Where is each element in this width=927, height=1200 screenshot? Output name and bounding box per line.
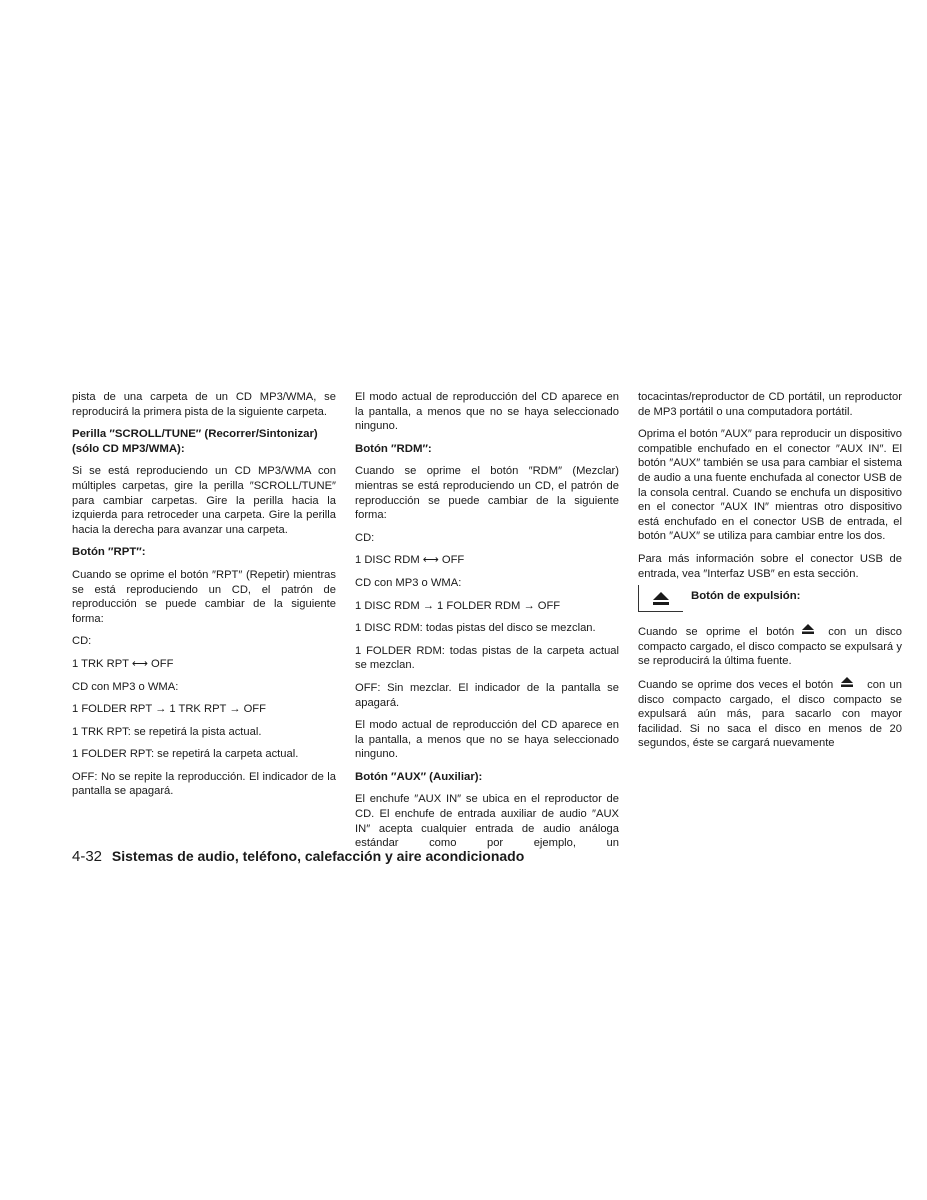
mp3-label: CD con MP3 o WMA: (355, 576, 462, 589)
paragraph: El modo actual de reproducción del CD aparece en la pantalla, a menos que no se haya seleccionado ninguno. (355, 391, 619, 433)
sequence-cd: 1 DISC RDM ⟷ OFF (355, 554, 465, 567)
heading-rdm: Botón ″RDM″: (355, 442, 432, 455)
paragraph: 1 FOLDER RPT: se repetirá la carpeta actual. (72, 748, 299, 761)
sequence-mp3: 1 FOLDER RPT → 1 TRK RPT → OFF (72, 703, 266, 716)
cd-label: CD: (72, 635, 92, 648)
sequence-mp3: 1 DISC RDM → 1 FOLDER RDM → OFF (355, 599, 561, 612)
heading-eject: Botón de expulsión: (691, 590, 801, 603)
mp3-label: CD con MP3 o WMA: (72, 680, 179, 693)
eject-icon (802, 624, 814, 634)
chapter-title: Sistemas de audio, teléfono, calefacción y aire acondicionado (111, 848, 525, 864)
sequence-cd: 1 TRK RPT ⟷ OFF (72, 657, 174, 670)
eject-icon (841, 677, 853, 687)
paragraph: OFF: Sin mezclar. El indicador de la pantalla se apagará. (355, 681, 619, 709)
paragraph: pista de una carpeta de un CD MP3/WMA, se reproducirá la primera pista de la siguiente carpeta. (72, 391, 336, 418)
heading-rpt: Botón ″RPT″: (72, 546, 146, 559)
heading-aux: Botón ″AUX″ (Auxiliar): (355, 770, 483, 783)
page-number: 4-32 (72, 848, 103, 865)
paragraph: Cuando se oprime el botón con un disco compacto cargado, el disco compacto se expulsará y se reproducirá la última fuente. (638, 626, 902, 668)
paragraph: Si se está reproduciendo un CD MP3/WMA con múltiples carpetas, gire la perilla ″SCROLL/TUNE″ para cambiar carpetas. Gire la perilla hacia la izquierda para retroceder una carpeta. Gire la perilla hacia la derecha para avanzar una carpeta. (72, 465, 336, 536)
paragraph: Para más información sobre el conector USB de entrada, vea ″Interfaz USB″ en esta sección. (638, 552, 902, 580)
paragraph: El enchufe ″AUX IN″ se ubica en el reproductor de CD. El enchufe de entrada auxiliar de audio ″AUX IN″ acepta cualquier entrada de audio análoga estándar como por ejemplo, un (355, 793, 619, 850)
paragraph: Cuando se oprime dos veces el botón con un disco compacto cargado, el disco compacto se expulsará aún más, para sacarlo con mayor facilidad. Si no saca el disco en menos de 20 segundos, éste se cargará nuevamente (638, 678, 902, 750)
eject-icon (653, 592, 669, 605)
eject-icon-box (638, 585, 683, 612)
paragraph: Oprima el botón ″AUX″ para reproducir un dispositivo compatible enchufado en el conector ″AUX IN″. El botón ″AUX″ también se usa para cambiar el sistema de audio a una fuente enchufada al conector USB de la consola central. Cuando se enchufa un dispositivo en el conector ″AUX IN″ mientras otro dispositivo está enchufado en el conector USB de entrada, el botón ″AUX″ se utiliza para cambiar entre los dos. (638, 428, 902, 543)
column-1 (72, 390, 336, 807)
paragraph: OFF: No se repite la reproducción. El indicador de la pantalla se apagará. (72, 770, 336, 798)
paragraph: El modo actual de reproducción del CD aparece en la pantalla, a menos que no se haya seleccionado ninguno. (355, 719, 619, 761)
paragraph: 1 DISC RDM: todas pistas del disco se mezclan. (355, 622, 596, 635)
eject-heading (638, 589, 902, 612)
paragraph: 1 FOLDER RDM: todas pistas de la carpeta actual se mezclan. (355, 644, 619, 672)
paragraph: 1 TRK RPT: se repetirá la pista actual. (72, 725, 262, 738)
page-footer (72, 848, 524, 865)
paragraph: Cuando se oprime el botón ″RDM″ (Mezclar) mientras se está reproduciendo un CD, el patrón de reproducción se puede cambiar de la siguiente forma: (355, 465, 619, 522)
column-2 (355, 390, 619, 851)
paragraph: tocacintas/reproductor de CD portátil, un reproductor de MP3 portátil o una computadora portátil. (638, 391, 902, 418)
paragraph: Cuando se oprime el botón ″RPT″ (Repetir) mientras se está reproduciendo un CD, el patrón de reproducción se puede cambiar de la siguiente forma: (72, 568, 336, 625)
column-3 (638, 390, 902, 759)
cd-label: CD: (355, 531, 375, 544)
heading-scroll-tune: Perilla ″SCROLL/TUNE″ (Recorrer/Sintonizar) (sólo CD MP3/WMA): (72, 428, 318, 455)
